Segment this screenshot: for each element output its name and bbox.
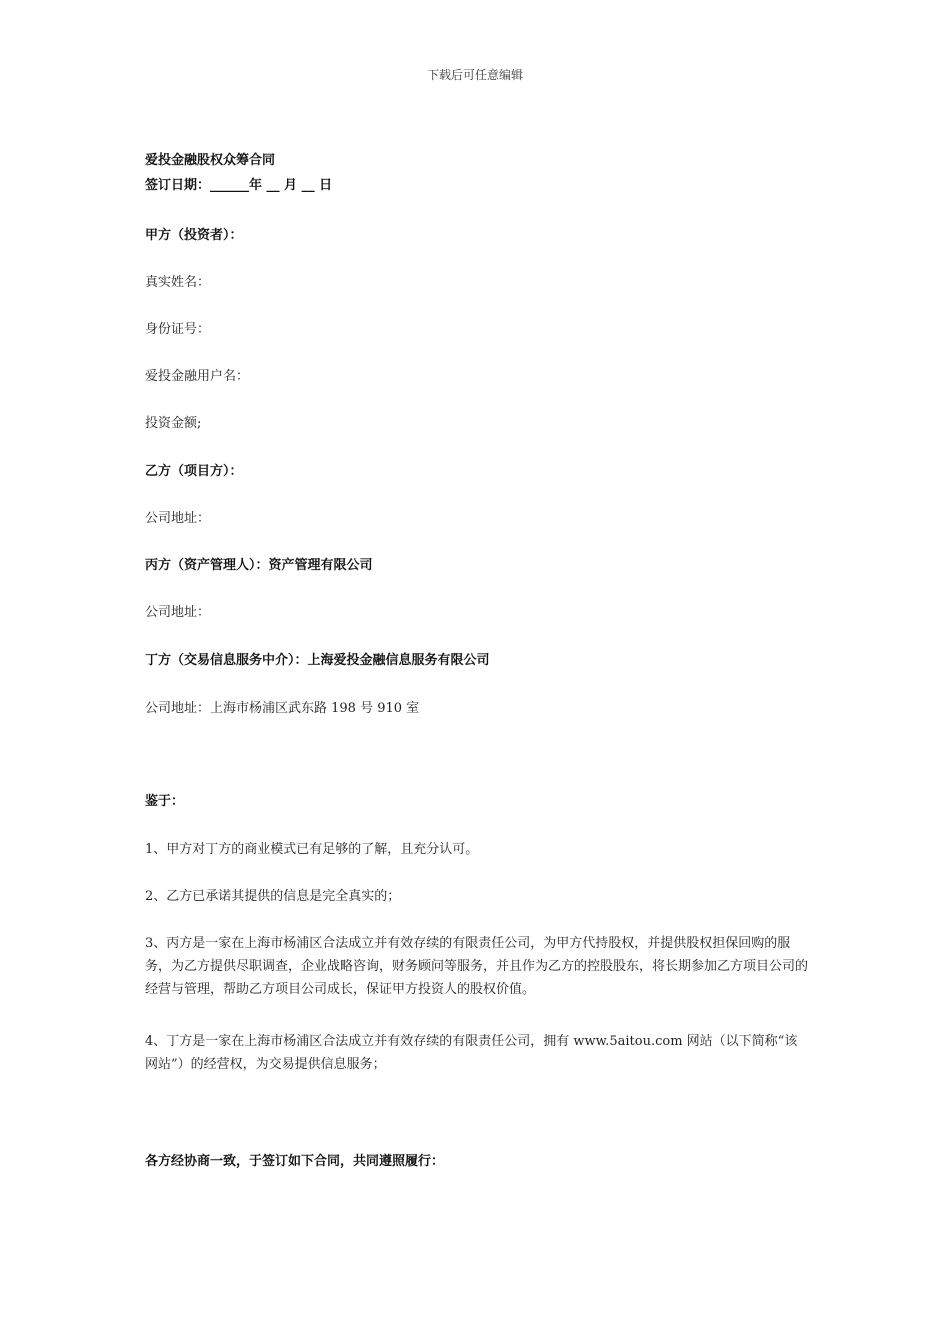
party-a-name-label: 真实姓名： <box>145 275 211 290</box>
sign-date: 签订日期：______年 __ 月 __ 日 <box>145 178 333 193</box>
party-d-heading: 丁方（交易信息服务中介）：上海爱投金融信息服务有限公司 <box>145 653 490 668</box>
whereas-heading: 鉴于： <box>145 794 185 809</box>
party-b-heading: 乙方（项目方）： <box>145 464 243 479</box>
party-b-address-label: 公司地址： <box>145 511 211 526</box>
whereas-item: 3、丙方是一家在上海市杨浦区合法成立并有效存续的有限责任公司，为甲方代持股权，并提供股权担保回购的服务，为乙方提供尽职调查，企业战略咨询，财务顾问等服务，并且作为乙方的控股股东，将长期参加乙方项目公司的经营与管理，帮助乙方项目公司成长，保证甲方投资人的股权价值。 <box>145 936 809 997</box>
whereas-item: 4、丁方是一家在上海市杨浦区合法成立并有效存续的有限责任公司，拥有 www.5aitou.com 网站（以下简称“该网站”）的经营权，为交易提供信息服务； <box>145 1034 798 1072</box>
party-c-heading: 丙方（资产管理人）：资产管理有限公司 <box>145 558 373 573</box>
party-a-username-label: 爱投金融用户名： <box>145 369 250 384</box>
contract-title: 爱投金融股权众筹合同 <box>145 153 276 168</box>
header-note: 下载后可任意编辑 <box>426 68 523 82</box>
whereas-item: 2、乙方已承诺其提供的信息是完全真实的； <box>145 889 401 904</box>
agreement-statement: 各方经协商一致，于签订如下合同，共同遵照履行： <box>145 1154 445 1169</box>
party-a-heading: 甲方（投资者）： <box>145 228 243 243</box>
party-a-id-label: 身份证号： <box>145 322 211 337</box>
whereas-item: 1、甲方对丁方的商业模式已有足够的了解，且充分认可。 <box>145 842 479 857</box>
party-d-address: 公司地址：上海市杨浦区武东路 198 号 910 室 <box>145 701 420 716</box>
party-c-address-label: 公司地址： <box>145 605 211 620</box>
party-a-amount-label: 投资金额; <box>145 416 202 431</box>
